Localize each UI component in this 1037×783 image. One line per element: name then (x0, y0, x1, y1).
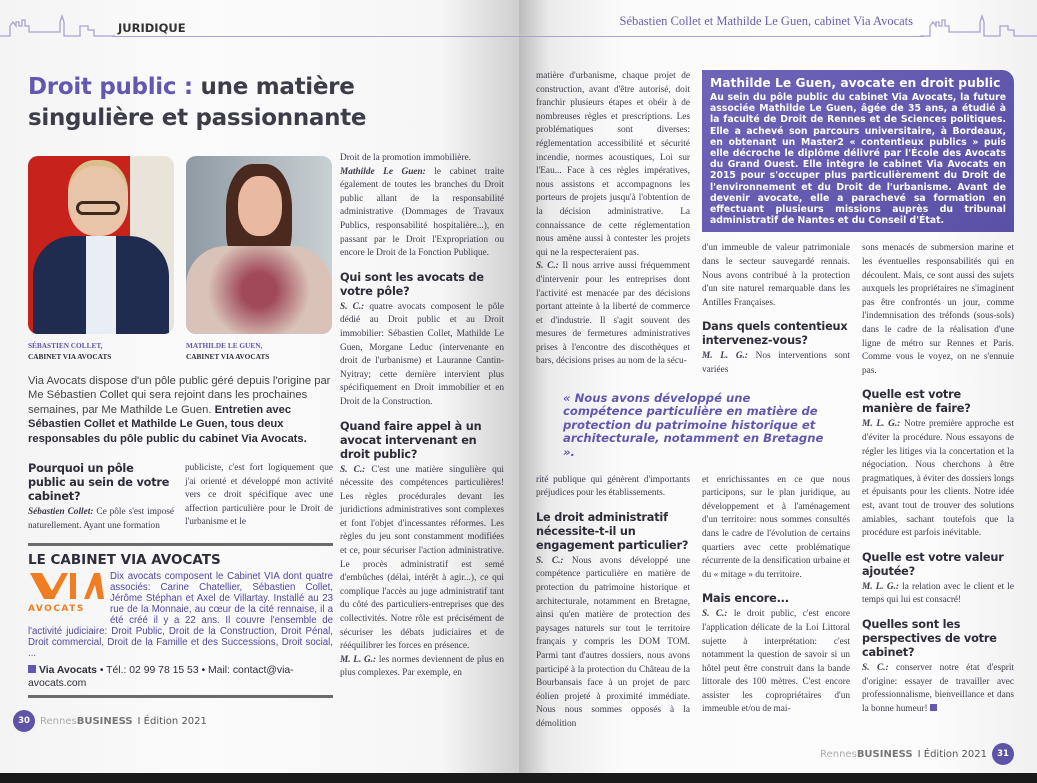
column (536, 70, 690, 369)
left-main-column (18, 152, 333, 732)
answer-text: S. C.: conserver notre état d'esprit d'origine: essayer de travailler avec professionnalisme, bienveillance et dans la bonne humeur! (862, 662, 1014, 714)
end-mark-icon (930, 704, 937, 711)
right-page (519, 0, 1037, 773)
answer-text: M. L. G.: Notre première approche est d'éviter la procédure. Nous essayons de régler les litiges via la concertation et la négociation. Nous cherchons à être pragmatiques, à éviter des dossiers longs et épuisants pour les clients. Notre idée est, avant tout de trouver des solutions amiables, sachant toutefois que la procédure est parfois inévitable. (862, 419, 1014, 539)
page-footer: 30 RennesBUSINESS I Édition 2021 (13, 710, 333, 732)
answer-text: S. C.: Il nous arrive aussi fréquemment d'intervenir pour les entreprises dont l'activité est menacée par des décisions portant atteinte à la liberté de commerce et d'industrie. Il s'agit souvent des mesures de fermetures administratives prises à l'encontre des discothèques et bars, décisions prises au nom de la sécu- (536, 261, 690, 367)
question-heading: Le droit administratif nécessite-t-il un engagement particulier? (536, 510, 689, 552)
pull-quote: « Nous avons développé une compétence particulière en matière de protection du patrimoine historique et architecturale, notamment en Bretagne ». (563, 390, 824, 459)
question-heading: Quelles sont les perspectives de votre cabinet? (862, 617, 997, 659)
contact-line: Via Avocats • Tél.: 02 99 78 15 53 • Mail: contact@via-avocats.com (28, 665, 294, 690)
via-avocats-logo: AVOCATS (28, 571, 104, 615)
title-rest: une matière singulière et passionnante (28, 74, 367, 131)
city-skyline-icon (920, 12, 1037, 38)
answer-text: Droit de la promotion immobilière. (340, 153, 471, 163)
article-title (28, 72, 448, 134)
column (862, 242, 1014, 716)
column (185, 462, 333, 530)
page-footer: RennesBUSINESS I Édition 2021 31 (536, 743, 1014, 765)
bottom-edge (0, 773, 1037, 783)
photo-caption: MATHILDE LE GUEN, CABINET VIA AVOCATS (186, 341, 270, 361)
answer-text: rité publique qui génèrent d'importants préjudices pour les établissements. (536, 474, 690, 499)
answer-text: sons menacés de submersion marine et les éventuelles responsabilités qui en découlent. Mais, ce sont aussi des sujets auxquels les propriétaires ne s'imaginent pas être confrontés un jour, comme l'indemnisation des tréfonds (sous-sols) dans le cadre de la réalisation d'une ligne de métro sur Rennes et Paris. Comme vous le voyez, on ne s'ennuie pas. (862, 243, 1014, 376)
answer-text: M. L. G.: Nos interventions sont variées (702, 351, 850, 375)
question-heading: Pourquoi un pôle public au sein de votre cabinet? (28, 462, 170, 504)
column (702, 242, 850, 377)
question-heading: Qui sont les avocats de votre pôle? (340, 270, 484, 298)
photo-caption: SÉBASTIEN COLLET, CABINET VIA AVOCATS (28, 341, 112, 361)
answer-text: matière d'urbanisme, chaque projet de construction, avant d'être autorisé, doit franchir plusieurs étapes et obéir à de nombreuses règles et prescriptions. Les problématiques sont diverses: réglementation accessibilité et sécurité incendie, normes acoustiques, Loi sur l'Eau... Face à ces règles impératives, nous assistons et accompagnons les porteurs de projets jusqu'à l'obtention de la décision administrative. La connaissance de cette réglementation nous amène aussi à contester les projets qui ne la respecteraient pas. (536, 71, 690, 258)
bio-text: Au sein du pôle public du cabinet Via Avocats, la future associée Mathilde Le Guen, âgée de 35 ans, a étudié à la faculté de Droit de Rennes et de Sciences politiques. Elle a achevé son parcours universitaire, à Bordeaux, en obtenant un Master2 « contentieux publics » puis elle décroche le diplôme délivré par l'École des Avocats du Grand Ouest. Elle intègre le cabinet Via Avocats en 2015 pour s'occuper plus particulièrement du Droit de l'environnement et du Droit de l'urbanisme. Avant de devenir avocate, elle a parachevé sa formation en effectuant plusieurs missions auprès du tribunal administratif de Nantes et du Conseil d'État. (710, 92, 1006, 227)
question-heading: Quelle est votre manière de faire? (862, 388, 971, 416)
column (340, 152, 504, 681)
photo-mathilde-le-guen (186, 156, 332, 334)
city-skyline-icon (0, 12, 115, 38)
answer-text: publiciste, c'est fort logiquement que j'ai orienté et développé mon activité vers ce droit spécifique avec une affection particulière pour le Droit de l'urbanisme et le (185, 463, 333, 528)
answer-text: Sébastien Collet: Ce pôle s'est imposé naturellement. Ayant une formation (28, 507, 174, 531)
column (702, 474, 850, 718)
intro-text: Via Avocats dispose d'un pôle public géré depuis l'origine par Me Sébastien Collet qui sera rejoint dans les prochaines semaines, par Me Mathilde Le Guen. Entretien avec Sébastien Collet et Mathilde Le Guen, tous deux responsables du pôle public du cabinet Via Avocats. (28, 375, 331, 445)
question-heading: Quand faire appel à un avocat intervenant en droit public? (340, 419, 482, 461)
bio-box (702, 70, 1014, 232)
answer-text: et enrichissantes en ce que nous participons, sur le plan juridique, au développement et à l'aménagement d'un territoire: nous sommes consultés dans le cadre de l'évolution de certains quartiers avec cette problématique récurrente de la densification urbaine et du « mitage » du territoire. (702, 474, 850, 580)
answer-text: d'un immeuble de valeur patrimoniale dans le secteur sauvegardé rennais. Nous avons contribué à la protection d'un site naturel remarquable dans les Antilles Françaises. (702, 243, 850, 308)
question-heading: Mais encore... (702, 592, 789, 606)
title-highlight: Droit public : (28, 74, 193, 100)
column (536, 474, 690, 732)
question-heading: Quelle est votre valeur ajoutée? (862, 550, 1004, 578)
answer-text: S. C.: quatre avocats composent le pôle dédié au Droit public et au Droit immobilier: Sébastien Collet, Mathilde Le Guen, Morgane Leduc (intervenante en droit de l'urbanisme) et Lauranne Cantin-Nyitray; cette dernière intervient plus spécifiquement en Droit immobilier et en Droit de la Construction. (340, 301, 504, 407)
box-text: AVOCATS Dix avocats composent le Cabinet VIA dont quatre associés: Carine Chatellier, Sébastien Collet, Jérôme Stéphan et Axel de Villartay. Installé au 23 rue de la Monnaie, au cœur de la cité rennaise, il a été créé il y a 22 ans. Il couvre l'ensemble de l'activité judiciaire: Droit Public, Droit de la Construction, Droit Pénal, Droit commercial, Droit de la Famille et des Successions, Droit social, ... (28, 571, 333, 660)
cabinet-box (28, 543, 333, 698)
answer-text: S. C.: Nous avons développé une compétence particulière en matière de protection du patrimoine historique et architecturale, notamment en Bretagne, ainsi qu'en matière de protection des paysages naturels sur tout le territoire français y compris les DOM TOM. Parmi tant d'autres dossiers, nous avons participé à la protection du Château de la Bourbansais face à un projet de parc éolien projeté à proximité immédiate. Nous nous sommes opposés à la démolition (536, 555, 690, 729)
section-label: JURIDIQUE (118, 21, 186, 35)
column (28, 462, 174, 533)
page-number: 31 (992, 743, 1014, 765)
left-page (0, 0, 519, 773)
page-number: 30 (13, 710, 35, 732)
box-divider (28, 695, 333, 698)
photo-sebastien-collet (28, 156, 174, 334)
bio-title: Mathilde Le Guen, avocate en droit public (710, 76, 1001, 90)
question-heading: Dans quels contentieux intervenez-vous? (702, 320, 848, 348)
answer-text: M. L. G.: les normes deviennent de plus en plus complexes. Par exemple, en (340, 654, 504, 679)
box-title: LE CABINET VIA AVOCATS (28, 552, 221, 569)
answer-text: S. C.: C'est une matière singulière qui nécessite des compétences particulières! Les règles procédurales devant les juridictions administratives sont complexes et font l'objet d'incessantes réformes. Les règles du jeu sont constamment modifiées et ce, pour sécuriser l'action administrative. Le procès administratif est semé d'embûches (délai, intérêt à agir...), ce qui complique l'accès au juge administratif tant du côté des particuliers-entreprises que des collectivités. Notre rôle est précisément de sécuriser les débats judiciaires et de rééquilibrer les forces en présence. (340, 464, 504, 652)
answer-text: M. L. G.: la relation avec le client et le temps qui lui est consacré! (862, 581, 1014, 606)
box-divider (28, 543, 333, 546)
running-head: Sébastien Collet et Mathilde Le Guen, cabinet Via Avocats (619, 14, 913, 28)
answer-text: Mathilde Le Guen: le cabinet traite également de toutes les branches du Droit public allant de la responsabilité administrative (Dommages de Travaux Publics, responsabilité hospitalière...), en passant par le Droit l'Expropriation ou encore le Droit de la Fonction Publique. (340, 166, 505, 259)
answer-text: S. C.: le droit public, c'est encore l'application délicate de la Loi Littoral sujette à interprétation: c'est notamment la question de savoir si un hôtel peut être construit dans la bande littorale des 100 mètres. C'est encore assister les copropriétaires d'un immeuble et/ou de mai- (702, 609, 850, 715)
